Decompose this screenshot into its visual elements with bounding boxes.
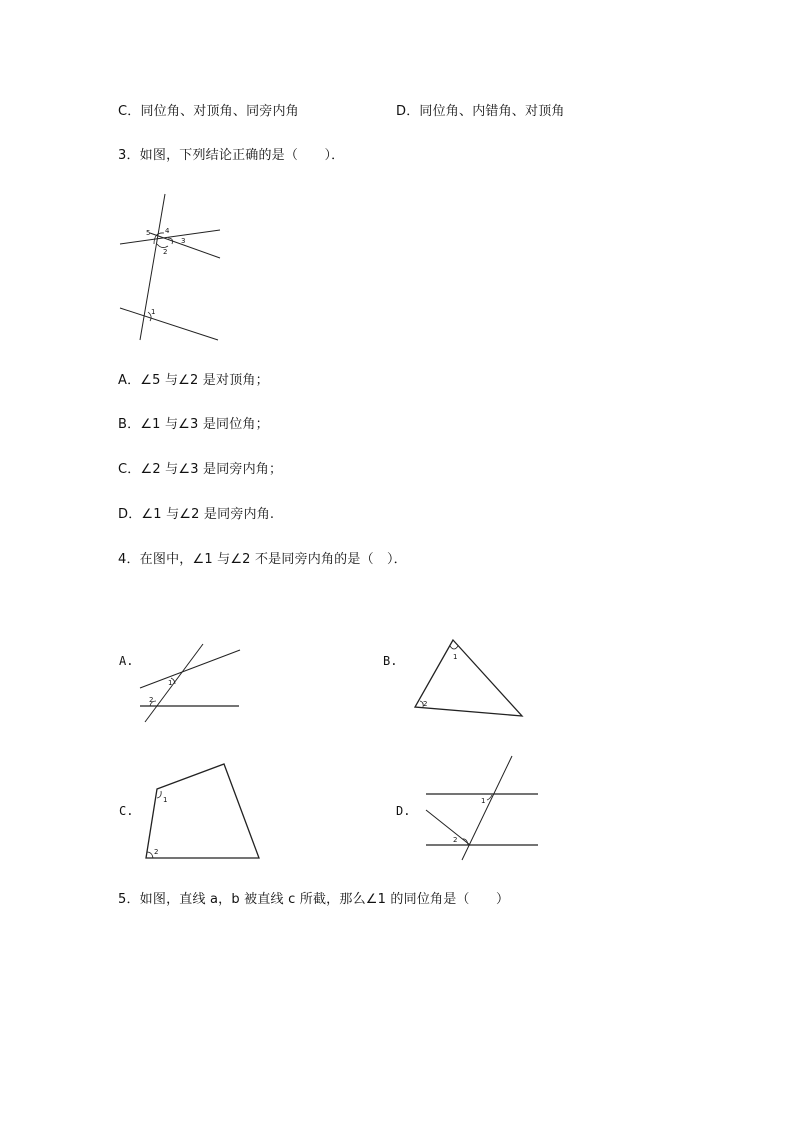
q4-choice-b-label: B. [383, 654, 398, 668]
q3-option-c: C．∠2 与∠3 是同旁内角； [118, 462, 283, 477]
q4-b-angle-1: 1 [453, 653, 458, 661]
q4-figure-a [135, 640, 245, 730]
q4-d-angle-2: 2 [453, 836, 458, 844]
q3-label-4: 4 [165, 227, 170, 235]
q4-figure-d [420, 752, 545, 864]
q4-a-angle-1: 1 [168, 679, 173, 687]
q4-d-angle-1: 1 [481, 797, 486, 805]
q2-option-c: C．同位角、对顶角、同旁内角 [118, 104, 299, 119]
q3-label-1: 1 [151, 308, 156, 316]
q4-choice-c-label: C. [119, 804, 134, 818]
q4-choice-a-label: A. [119, 654, 134, 668]
q3-option-d: D．∠1 与∠2 是同旁内角. [118, 507, 275, 522]
q3-stem: 3．如图，下列结论正确的是（ ）． [118, 148, 345, 163]
q4-choice-d-label: D. [396, 804, 411, 818]
q4-figure-c [140, 760, 265, 862]
q3-figure [110, 188, 235, 348]
q4-c-angle-1: 1 [163, 796, 168, 804]
q3-label-5: 5 [146, 229, 151, 237]
q2-option-d: D．同位角、内错角、对顶角 [396, 104, 565, 119]
q3-line-bottom [120, 308, 218, 340]
q4-stem: 4．在图中，∠1 与∠2 不是同旁内角的是（ ）． [118, 552, 407, 567]
q3-line-top [120, 230, 220, 244]
q4-b-angle-2: 2 [423, 700, 428, 708]
q4-a-angle-2: 2 [149, 696, 154, 704]
q4-c-angle-2: 2 [154, 848, 159, 856]
q3-label-2: 2 [163, 248, 168, 256]
q3-label-3: 3 [181, 237, 186, 245]
q5-stem: 5．如图，直线 a，b 被直线 c 所截，那么∠1 的同位角是（ ） [118, 892, 510, 907]
q3-option-b: B．∠1 与∠3 是同位角； [118, 417, 269, 432]
q4-figure-b [410, 636, 530, 722]
q3-option-a: A．∠5 与∠2 是对顶角； [118, 373, 269, 388]
